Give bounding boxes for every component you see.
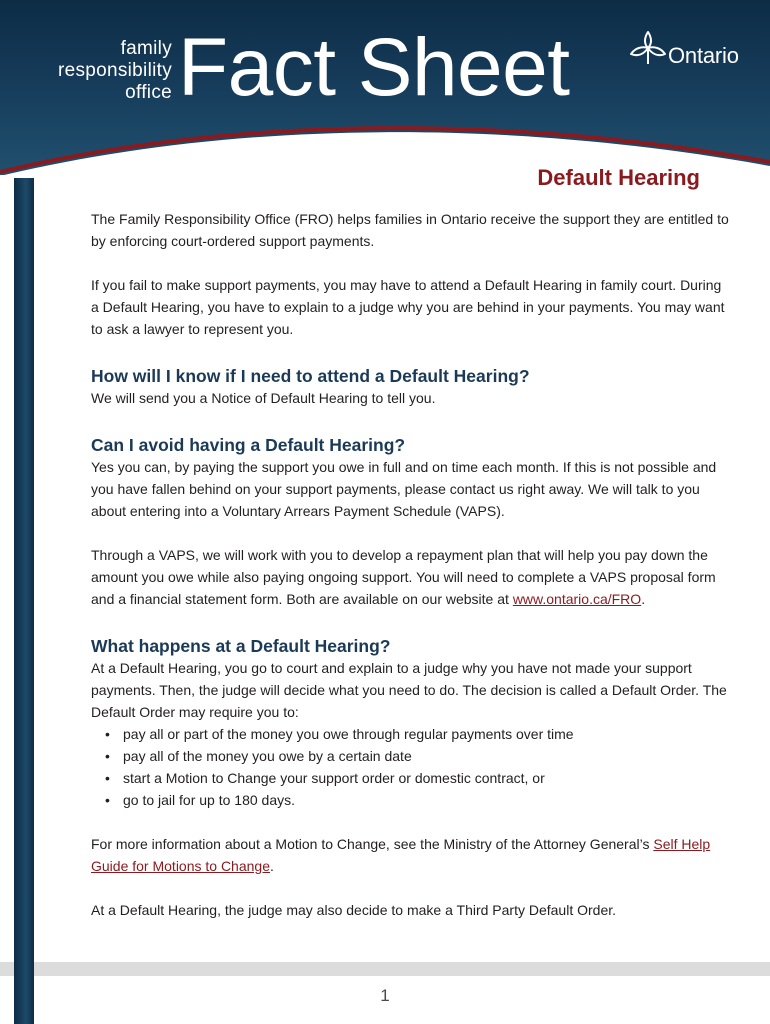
list-item-text: pay all of the money you owe by a certain date	[123, 748, 412, 764]
default-order-list	[105, 723, 731, 811]
document-title: Default Hearing	[537, 165, 700, 190]
list-item	[105, 789, 731, 811]
intro-paragraph-2: If you fail to make support payments, you may have to attend a Default Hearing in family court. During a Default Hearing, you have to explain to a judge why you are behind in your payments. You may want to ask a lawyer to represent you.	[91, 277, 725, 337]
fro-line-2: responsibility	[57, 60, 172, 81]
footer-band	[34, 962, 770, 976]
motion-info-text: For more information about a Motion to Change, see the Ministry of the Attorney General’s	[91, 836, 654, 852]
vaps-text: Through a VAPS, we will work with you to develop a repayment plan that will help you pay down the amount you owe while also paying ongoing support. You will need to complete a VAPS proposal form and a financial statement form. Both are available on our website at	[91, 547, 716, 607]
bullet-icon: •	[105, 748, 110, 764]
list-item-text: start a Motion to Change your support order or domestic contract, or	[123, 770, 545, 786]
list-item	[105, 745, 731, 767]
main-content	[91, 208, 731, 921]
fact-sheet-title: Fact Sheet	[178, 22, 570, 113]
left-accent-bar	[14, 178, 34, 1024]
third-party-paragraph: At a Default Hearing, the judge may also decide to make a Third Party Default Order.	[91, 902, 617, 918]
list-item	[105, 723, 731, 745]
section-heading-avoid: Can I avoid having a Default Hearing?	[91, 435, 406, 455]
page-number: 1	[380, 986, 390, 1005]
list-item-text: pay all or part of the money you owe through regular payments over time	[123, 726, 574, 742]
fro-line-3: office	[125, 82, 172, 103]
section-heading-what-happens: What happens at a Default Hearing?	[91, 636, 391, 656]
bullet-icon: •	[105, 770, 110, 786]
section-heading-notice: How will I know if I need to attend a Default Hearing?	[91, 366, 530, 386]
section-avoid-paragraph-2	[91, 544, 731, 610]
list-item	[105, 767, 731, 789]
fro-line-1: family	[120, 38, 172, 59]
motion-info-paragraph	[91, 833, 731, 877]
section-notice-paragraph: We will send you a Notice of Default Hearing to tell you.	[91, 390, 436, 406]
self-help-guide-link[interactable]: Self Help Guide for Motions to Change	[91, 836, 711, 874]
ontario-logo-text: Ontario	[668, 43, 739, 68]
intro-paragraph-1: The Family Responsibility Office (FRO) helps families in Ontario receive the support they are entitled to by enforcing court-ordered support payments.	[91, 211, 729, 249]
ontario-logo	[628, 28, 748, 72]
vaps-text-end: .	[641, 591, 646, 607]
section-what-happens-paragraph: At a Default Hearing, you go to court and explain to a judge why you have not made your support payments. Then, the judge will decide what you need to do. The decision is called a Default Order. The Default Order may require you to:	[91, 660, 727, 720]
footer-band-left	[0, 962, 14, 976]
fro-wordmark	[20, 38, 172, 104]
section-avoid-paragraph-1: Yes you can, by paying the support you owe in full and on time each month. If this is not possible and you have fallen behind on your support payments, please contact us right away. We will talk to you about entering into a Voluntary Arrears Payment Schedule (VAPS).	[91, 459, 717, 519]
list-item-text: go to jail for up to 180 days.	[123, 792, 295, 808]
bullet-icon: •	[105, 792, 110, 808]
header-banner	[0, 0, 770, 175]
bullet-icon: •	[105, 726, 110, 742]
motion-info-text-end: .	[270, 858, 274, 874]
fro-website-link[interactable]: www.ontario.ca/FRO	[512, 591, 642, 607]
trillium-icon	[628, 28, 668, 68]
